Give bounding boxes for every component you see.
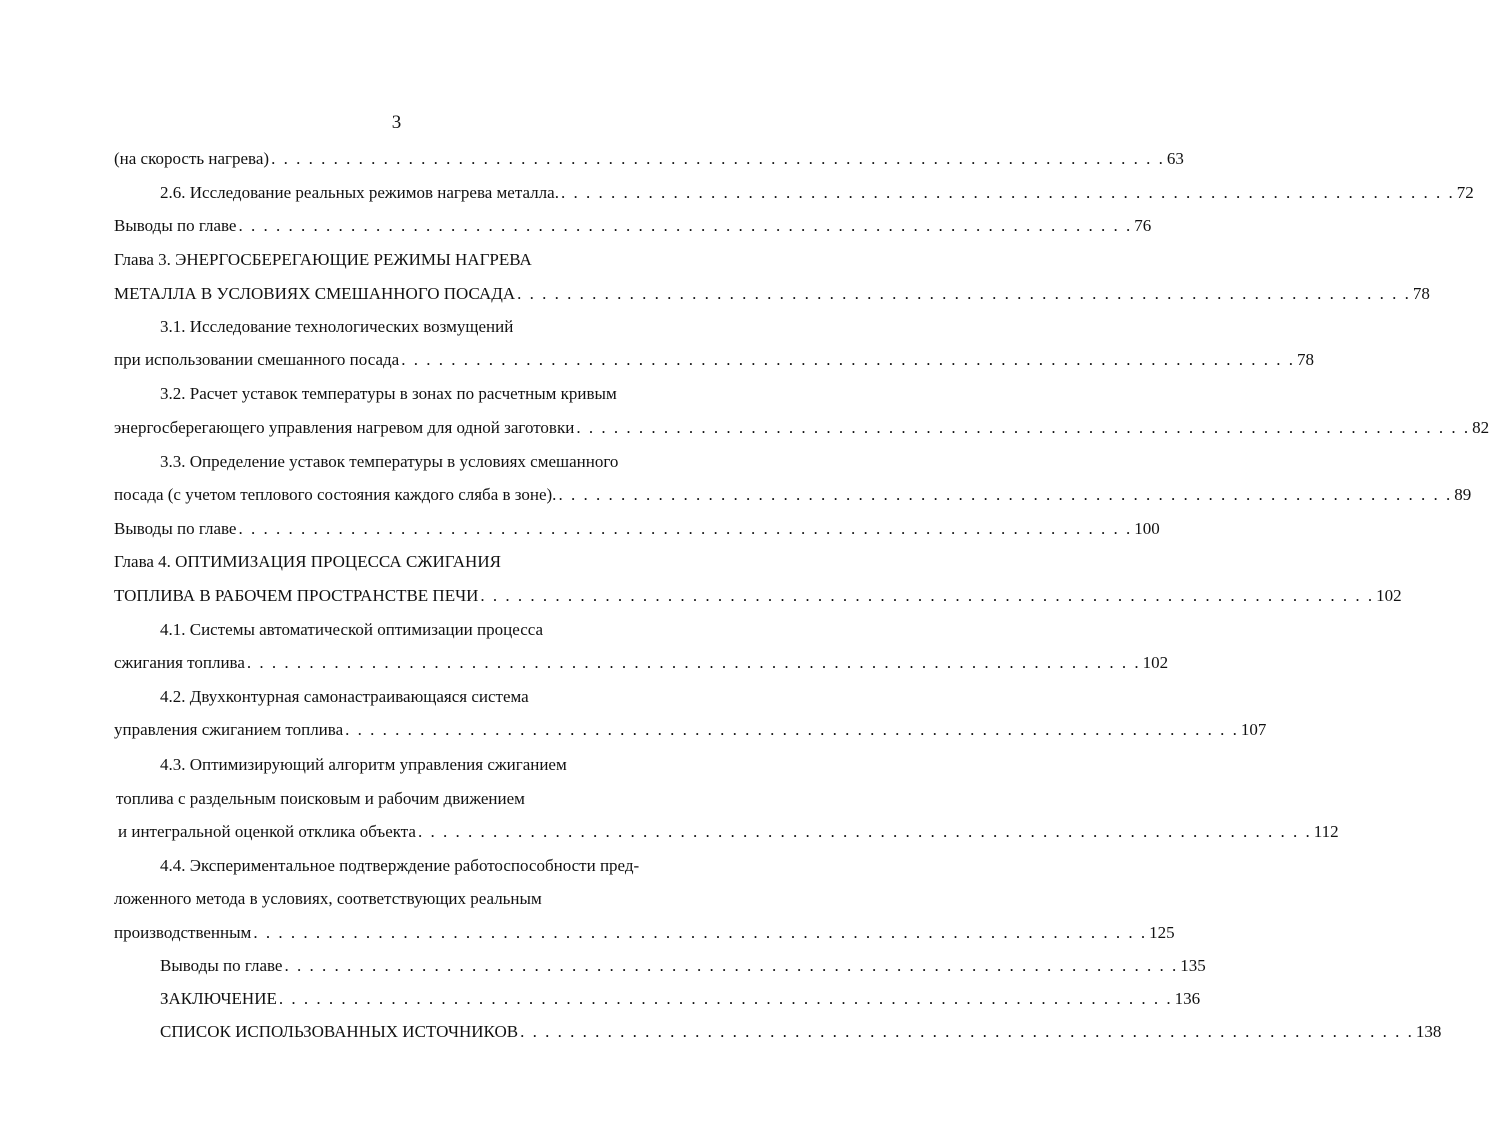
toc-entry-title: Выводы по главе xyxy=(114,216,237,235)
toc-dot-leader: . . . . . . . . . . . . . . . . . . . . . . . . . . . . . . . . . . . . . . . . . . . . . . . . . . . . . . . . . . . . . . . . . . . . . . . . xyxy=(576,418,1471,437)
toc-entry xyxy=(160,987,1201,1011)
toc-entry xyxy=(114,416,1489,440)
page-number: 3 xyxy=(391,112,402,133)
toc-entry-title: 3.2. Расчет уставок температуры в зонах по расчетным кривым xyxy=(160,384,617,403)
toc-entry-page: 100 xyxy=(1134,519,1160,538)
toc-entry xyxy=(114,921,1175,945)
toc-entry-title: МЕТАЛЛА В УСЛОВИЯХ СМЕШАННОГО ПОСАДА xyxy=(114,284,516,303)
toc-entry-title: топлива с раздельным поисковым и рабочим движением xyxy=(116,789,525,808)
toc-entry-title: при использовании смешанного посада xyxy=(114,350,400,369)
toc-entry xyxy=(114,584,1402,608)
toc-entry-title: посада (с учетом теплового состояния каждого сляба в зоне). xyxy=(114,485,557,504)
toc-entry-title: 4.1. Системы автоматической оптимизации процесса xyxy=(160,620,544,639)
toc-entry xyxy=(114,517,1160,541)
toc-entry xyxy=(114,147,1184,171)
toc-entry xyxy=(114,718,1267,742)
toc-entry-title: производственным xyxy=(114,923,252,942)
toc-dot-leader: . . . . . . . . . . . . . . . . . . . . . . . . . . . . . . . . . . . . . . . . . . . . . . . . . . . . . . . . . . . . . . . . . . . . . . . . xyxy=(345,720,1239,739)
toc-dot-leader: . . . . . . . . . . . . . . . . . . . . . . . . . . . . . . . . . . . . . . . . . . . . . . . . . . . . . . . . . . . . . . . . . . . . . . . . xyxy=(401,350,1295,369)
toc-entry xyxy=(114,651,1169,675)
toc-dot-leader: . . . . . . . . . . . . . . . . . . . . . . . . . . . . . . . . . . . . . . . . . . . . . . . . . . . . . . . . . . . . . . . . . . . . . . . . xyxy=(253,923,1148,942)
toc-entry-title: 4.3. Оптимизирующий алгоритм управления сжиганием xyxy=(160,755,567,774)
toc-entry-title: и интегральной оценкой отклика объекта xyxy=(118,822,416,841)
toc-entry-title: сжигания топлива xyxy=(114,653,245,672)
toc-dot-leader: . . . . . . . . . . . . . . . . . . . . . . . . . . . . . . . . . . . . . . . . . . . . . . . . . . . . . . . . . . . . . . . . . . . . . . . . xyxy=(238,216,1133,235)
toc-dot-leader: . . . . . . . . . . . . . . . . . . . . . . . . . . . . . . . . . . . . . . . . . . . . . . . . . . . . . . . . . . . . . . . . . . . . . . . . xyxy=(517,284,1411,303)
toc-entry-page: 72 xyxy=(1456,183,1474,202)
toc-entry-title: 2.6. Исследование реальных режимов нагрева металла. xyxy=(160,183,559,202)
toc-entry-title: (на скорость нагрева) xyxy=(114,149,270,168)
toc-entry-title: Выводы по главе xyxy=(160,956,283,975)
toc-entry-title: ложенного метода в условиях, соответствующих реальным xyxy=(114,889,542,908)
toc-entry xyxy=(114,282,1430,306)
toc-dot-leader: . . . . . . . . . . . . . . . . . . . . . . . . . . . . . . . . . . . . . . . . . . . . . . . . . . . . . . . . . . . . . . . . . . . . . . . . xyxy=(246,653,1141,672)
toc-dot-leader: . . . . . . . . . . . . . . . . . . . . . . . . . . . . . . . . . . . . . . . . . . . . . . . . . . . . . . . . . . . . . . . . . . . . . . . . xyxy=(558,485,1453,504)
toc-entry xyxy=(114,348,1314,372)
toc-entry xyxy=(118,820,1339,844)
toc-entry-title: 4.4. Экспериментальное подтверждение работоспособности пред- xyxy=(160,856,640,875)
toc-entry-title: ЗАКЛЮЧЕНИЕ xyxy=(160,989,277,1008)
toc-entry-page: 82 xyxy=(1472,418,1489,437)
toc-entry-page: 78 xyxy=(1296,350,1314,369)
toc-entry-page: 89 xyxy=(1454,485,1472,504)
toc-entry-page: 78 xyxy=(1412,284,1430,303)
toc-entry xyxy=(114,483,1472,507)
toc-entry-title: Выводы по главе xyxy=(114,519,237,538)
toc-chapter-heading: Глава 3. ЭНЕРГОСБЕРЕГАЮЩИЕ РЕЖИМЫ НАГРЕВА xyxy=(114,250,532,269)
toc-dot-leader: . . . . . . . . . . . . . . . . . . . . . . . . . . . . . . . . . . . . . . . . . . . . . . . . . . . . . . . . . . . . . . . . . . . . . . . . xyxy=(417,822,1312,841)
toc-entry-page: 102 xyxy=(1376,586,1402,605)
toc-entry-page: 107 xyxy=(1240,720,1267,739)
toc-entry-title: 3.3. Определение уставок температуры в условиях смешанного xyxy=(160,452,619,471)
toc-entry-page: 112 xyxy=(1313,822,1339,841)
toc-entry-page: 136 xyxy=(1174,989,1201,1008)
toc-dot-leader: . . . . . . . . . . . . . . . . . . . . . . . . . . . . . . . . . . . . . . . . . . . . . . . . . . . . . . . . . . . . . . . . . . . . . . . . xyxy=(520,1022,1414,1041)
toc-chapter-heading: Глава 4. ОПТИМИЗАЦИЯ ПРОЦЕССА СЖИГАНИЯ xyxy=(114,552,501,571)
toc-entry-title: СПИСОК ИСПОЛЬЗОВАННЫХ ИСТОЧНИКОВ xyxy=(160,1022,519,1041)
toc-entry xyxy=(160,181,1474,205)
toc-entry xyxy=(114,214,1152,238)
toc-dot-leader: . . . . . . . . . . . . . . . . . . . . . . . . . . . . . . . . . . . . . . . . . . . . . . . . . . . . . . . . . . . . . . . . . . . . . . . . xyxy=(560,183,1455,202)
toc-entry xyxy=(160,954,1206,978)
toc-entry-title: 4.2. Двухконтурная самонастраивающаяся система xyxy=(160,687,529,706)
toc-dot-leader: . . . . . . . . . . . . . . . . . . . . . . . . . . . . . . . . . . . . . . . . . . . . . . . . . . . . . . . . . . . . . . . . . . . . . . . . xyxy=(271,149,1165,168)
toc-entry-page: 138 xyxy=(1415,1022,1442,1041)
toc-dot-leader: . . . . . . . . . . . . . . . . . . . . . . . . . . . . . . . . . . . . . . . . . . . . . . . . . . . . . . . . . . . . . . . . . . . . . . . . xyxy=(480,586,1375,605)
toc-entry-page: 125 xyxy=(1149,923,1175,942)
toc-entry-page: 102 xyxy=(1142,653,1169,672)
toc-entry-title: 3.1. Исследование технологических возмущений xyxy=(160,317,514,336)
toc-entry-page: 63 xyxy=(1166,149,1184,168)
toc-entry-page: 76 xyxy=(1134,216,1152,235)
toc-entry-page: 135 xyxy=(1180,956,1206,975)
toc-dot-leader: . . . . . . . . . . . . . . . . . . . . . . . . . . . . . . . . . . . . . . . . . . . . . . . . . . . . . . . . . . . . . . . . . . . . . . . . xyxy=(238,519,1133,538)
toc-entry xyxy=(160,1020,1442,1044)
toc-entry-title: ТОПЛИВА В РАБОЧЕМ ПРОСТРАНСТВЕ ПЕЧИ xyxy=(114,586,479,605)
toc-entry-title: энергосберегающего управления нагревом для одной заготовки xyxy=(114,418,575,437)
toc-dot-leader: . . . . . . . . . . . . . . . . . . . . . . . . . . . . . . . . . . . . . . . . . . . . . . . . . . . . . . . . . . . . . . . . . . . . . . . . xyxy=(278,989,1173,1008)
toc-dot-leader: . . . . . . . . . . . . . . . . . . . . . . . . . . . . . . . . . . . . . . . . . . . . . . . . . . . . . . . . . . . . . . . . . . . . . . . . xyxy=(284,956,1179,975)
toc-entry-title: управления сжиганием топлива xyxy=(114,720,344,739)
